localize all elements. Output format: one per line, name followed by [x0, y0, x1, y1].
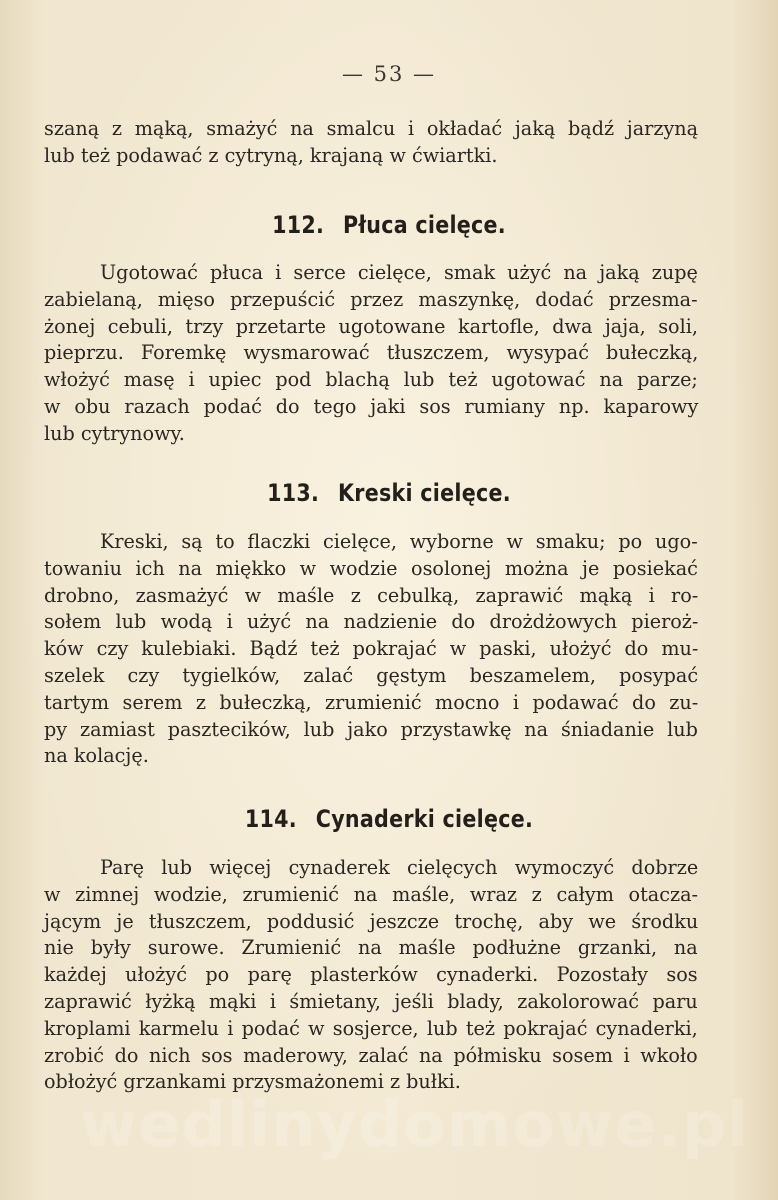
- recipe-heading-113: [54, 479, 723, 507]
- text-line: na kolację.: [44, 744, 149, 768]
- text-line: włożyć masę i upiec pod blachą lub też ugotować na parze;: [44, 368, 698, 392]
- text-line: w zimnej wodzie, zrumienić na maśle, wraz z całym otacza-: [44, 882, 699, 906]
- recipe-number: 112.: [272, 211, 325, 239]
- text-line: Parę lub więcej cynaderek cielęcych wymoczyć dobrze: [100, 856, 699, 879]
- text-line: nie były surowe. Zrumienić na maśle podłużne grzanki, na: [44, 936, 698, 960]
- intro-paragraph: [44, 116, 698, 170]
- recipe-title: Kreski cielęce.: [338, 479, 511, 507]
- text-line: Kreski, są to flaczki cielęce, wyborne w smaku; po ugo-: [100, 530, 698, 553]
- text-line: obłożyć grzankami przysmażonemi z bułki.: [44, 1070, 461, 1094]
- text-line: zabielaną, mięso przepuścić przez maszynkę, dodać przesma-: [44, 287, 698, 311]
- text-line: lub cytrynowy.: [44, 421, 185, 445]
- text-line: szelek czy tygielków, zalać gęstym beszamelem, posypać: [44, 663, 699, 687]
- text-line: każdej ułożyć po parę plasterków cynaderki. Pozostały sos: [44, 963, 698, 987]
- recipe-paragraph-113: [44, 529, 698, 770]
- text-line: py zamiast pasztecików, lub jako przystawkę na śniadanie lub: [44, 717, 698, 741]
- text-line: zrobić do nich sos maderowy, zalać na półmisku sosem i wkoło: [44, 1043, 698, 1067]
- recipe-title: Cynaderki cielęce.: [315, 805, 534, 833]
- recipe-heading-112: [54, 211, 723, 239]
- text-line: kroplami karmelu i podać w sosjerce, lub też pokrajać cynaderki,: [44, 1016, 698, 1040]
- recipe-title: Płuca cielęce.: [342, 211, 506, 239]
- text-line: Ugotować płuca i serce cielęce, smak użyć na jaką zupę: [100, 261, 698, 284]
- text-line: sołem lub wodą i użyć na nadzienie do drożdżowych pieroż-: [44, 610, 699, 634]
- text-line: jącym je tłuszczem, poddusić jeszcze trochę, aby we środku: [44, 909, 699, 933]
- page-number: — 53 —: [341, 62, 437, 86]
- recipe-heading-114: [54, 805, 723, 833]
- text-line: drobno, zasmażyć w maśle z cebulką, zaprawić mąką i ro-: [44, 583, 699, 607]
- recipe-number: 114.: [244, 805, 297, 833]
- text-line: żonej cebuli, trzy przetarte ugotowane kartofle, dwa jaja, soli,: [44, 314, 698, 338]
- text-line: zaprawić łyżką mąki i śmietany, jeśli blady, zakolorować paru: [44, 989, 698, 1013]
- recipe-number: 113.: [267, 479, 320, 507]
- recipe-paragraph-114: [44, 855, 698, 1096]
- text-line: towaniu ich na miękko w wodzie osolonej można je posiekać: [44, 556, 698, 580]
- text-line: szaną z mąką, smażyć na smalcu i okładać jaką bądź jarzyną: [44, 117, 699, 140]
- text-line: ków czy kulebiaki. Bądź też pokrajać w paski, ułożyć do mu-: [44, 637, 699, 661]
- text-line: w obu razach podać do tego jaki sos rumiany np. kaparowy: [44, 394, 699, 418]
- text-line: pieprzu. Foremkę wysmarować tłuszczem, wysypać bułeczką,: [44, 341, 699, 365]
- text-line: lub też podawać z cytryną, krajaną w ćwiartki.: [44, 143, 498, 167]
- watermark: wedlinydomowe.pl: [80, 1088, 750, 1161]
- recipe-paragraph-112: [44, 260, 698, 448]
- text-line: tartym serem z bułeczką, zrumienić mocno i podawać do zu-: [44, 690, 699, 714]
